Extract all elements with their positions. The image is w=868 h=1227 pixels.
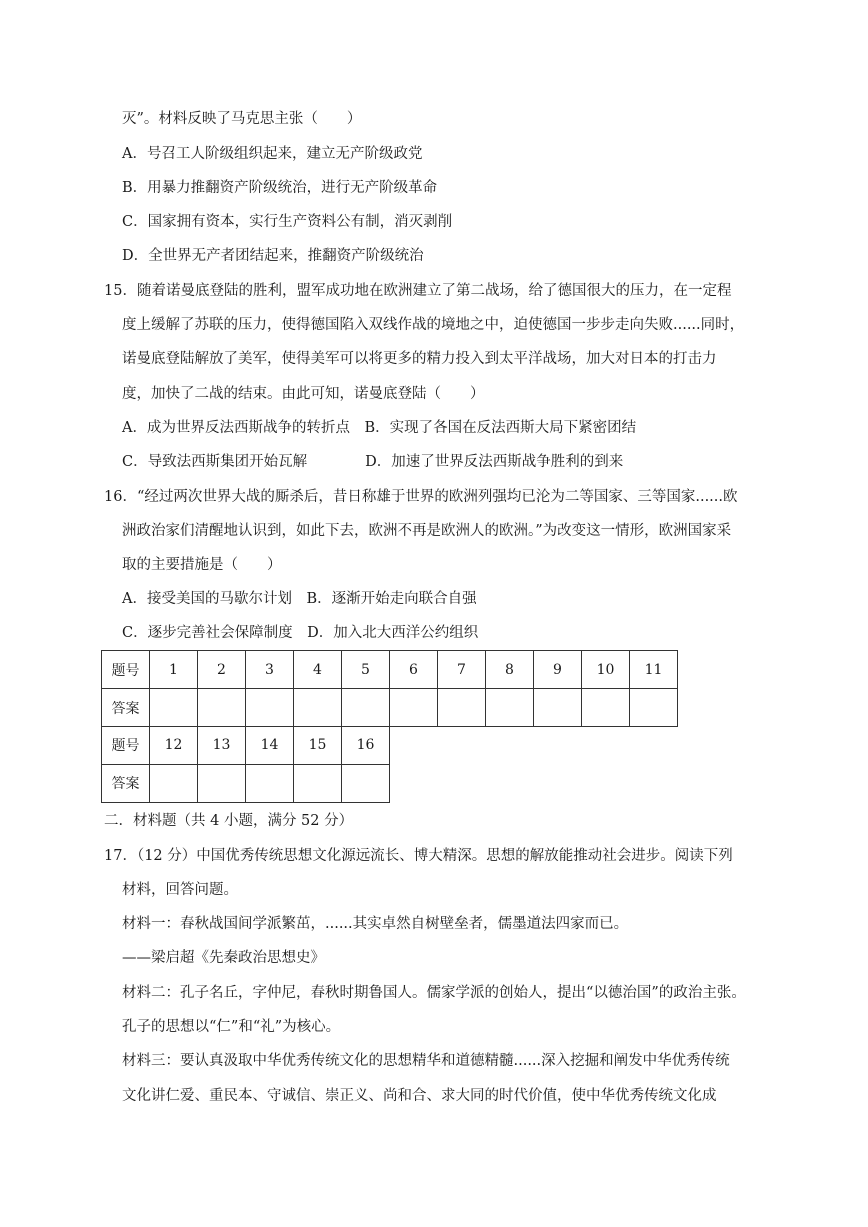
question-number: 8 <box>486 651 534 689</box>
answer-cell[interactable] <box>342 689 390 727</box>
answer-cell[interactable] <box>534 689 582 727</box>
q15-options-cd: C．导致法西斯集团开始瓦解 D．加速了世界反法西斯战争胜利的到来 <box>122 454 624 470</box>
answer-cell[interactable] <box>390 689 438 727</box>
q14-option-a: A．号召工人阶级组织起来，建立无产阶级政党 <box>122 146 423 162</box>
answer-cell[interactable] <box>630 689 678 727</box>
answer-cell[interactable] <box>246 689 294 727</box>
material-three-line2: 文化讲仁爱、重民本、守诚信、崇正义、尚和合、求大同的时代价值，使中华优秀传统文化成 <box>122 1088 717 1104</box>
answer-cell[interactable] <box>294 764 342 802</box>
question-number: 3 <box>246 651 294 689</box>
answer-cell[interactable] <box>150 689 198 727</box>
answer-table <box>101 650 678 727</box>
question-number: 15 <box>294 726 342 764</box>
question-number: 13 <box>198 726 246 764</box>
answer-cell[interactable] <box>150 764 198 802</box>
q15-stem-line2: 度上缓解了苏联的压力，使得德国陷入双线作战的境地之中，迫使德国一步步走向失败......同时， <box>122 317 745 333</box>
table-header-number: 题号 <box>102 726 150 764</box>
answer-cell[interactable] <box>246 764 294 802</box>
q15-stem-line1: 15．随着诺曼底登陆的胜利，盟军成功地在欧洲建立了第二战场，给了德国很大的压力，在一定程 <box>104 283 732 299</box>
question-number: 7 <box>438 651 486 689</box>
material-three-line1: 材料三：要认真汲取中华优秀传统文化的思想精华和道德精髓......深入挖掘和阐发中华优秀传统 <box>122 1053 730 1069</box>
answer-cell[interactable] <box>582 689 630 727</box>
q14-option-c: C．国家拥有资本，实行生产资料公有制，消灭剥削 <box>122 214 453 230</box>
q16-options-cd: C．逐步完善社会保障制度 D．加入北大西洋公约组织 <box>122 625 479 641</box>
question-number: 6 <box>390 651 438 689</box>
answer-cell[interactable] <box>438 689 486 727</box>
table-header-answer: 答案 <box>102 689 150 727</box>
material-one: 材料一：春秋战国间学派繁茁，......其实卓然自树壁垒者，儒墨道法四家而已。 <box>122 916 629 932</box>
q14-stem-end: 灭”。材料反映了马克思主张（ ） <box>122 111 362 127</box>
section-heading: 二．材料题（共 4 小题，满分 52 分） <box>104 813 354 829</box>
q17-stem-line1: 17．（12 分）中国优秀传统思想文化源远流长、博大精深。思想的解放能推动社会进步。阅读下列 <box>104 848 733 864</box>
q16-stem-line1: 16．“经过两次世界大战的厮杀后，昔日称雄于世界的欧洲列强均已沦为二等国家、三等国家......欧 <box>104 489 738 505</box>
q17-stem-line2: 材料，回答问题。 <box>122 882 238 898</box>
q14-option-d: D．全世界无产者团结起来，推翻资产阶级统治 <box>122 248 424 264</box>
question-number: 14 <box>246 726 294 764</box>
q14-option-b: B．用暴力推翻资产阶级统治，进行无产阶级革命 <box>122 180 438 196</box>
answer-cell[interactable] <box>294 689 342 727</box>
answer-cell[interactable] <box>486 689 534 727</box>
question-number: 10 <box>582 651 630 689</box>
question-number: 12 <box>150 726 198 764</box>
answer-table-2 <box>101 726 390 803</box>
question-number: 9 <box>534 651 582 689</box>
answer-cell[interactable] <box>342 764 390 802</box>
table-header-answer: 答案 <box>102 764 150 802</box>
q16-stem-line3: 取的主要措施是（ ） <box>122 557 282 573</box>
question-number: 1 <box>150 651 198 689</box>
question-number: 5 <box>342 651 390 689</box>
question-number: 4 <box>294 651 342 689</box>
table-header-number: 题号 <box>102 651 150 689</box>
question-number: 16 <box>342 726 390 764</box>
q16-stem-line2: 洲政治家们清醒地认识到，如此下去，欧洲不再是欧洲人的欧洲。”为改变这一情形，欧洲国家采 <box>122 523 732 539</box>
material-two-line1: 材料二：孔子名丘，字仲尼，春秋时期鲁国人。儒家学派的创始人，提出“以德治国”的政治主张。 <box>122 985 746 1001</box>
q15-stem-line3: 诺曼底登陆解放了美军，使得美军可以将更多的精力投入到太平洋战场，加大对日本的打击力 <box>122 351 717 367</box>
question-number: 2 <box>198 651 246 689</box>
q15-options-ab: A．成为世界反法西斯战争的转折点 B．实现了各国在反法西斯大局下紧密团结 <box>122 420 637 436</box>
question-number: 11 <box>630 651 678 689</box>
material-one-source: ——梁启超《先秦政治思想史》 <box>122 950 325 966</box>
q16-options-ab: A．接受美国的马歇尔计划 B．逐渐开始走向联合自强 <box>122 591 477 607</box>
answer-cell[interactable] <box>198 764 246 802</box>
q15-stem-line4: 度，加快了二战的结束。由此可知，诺曼底登陆（ ） <box>122 386 485 402</box>
material-two-line2: 孔子的思想以“仁”和“礼”为核心。 <box>122 1019 341 1035</box>
answer-cell[interactable] <box>198 689 246 727</box>
